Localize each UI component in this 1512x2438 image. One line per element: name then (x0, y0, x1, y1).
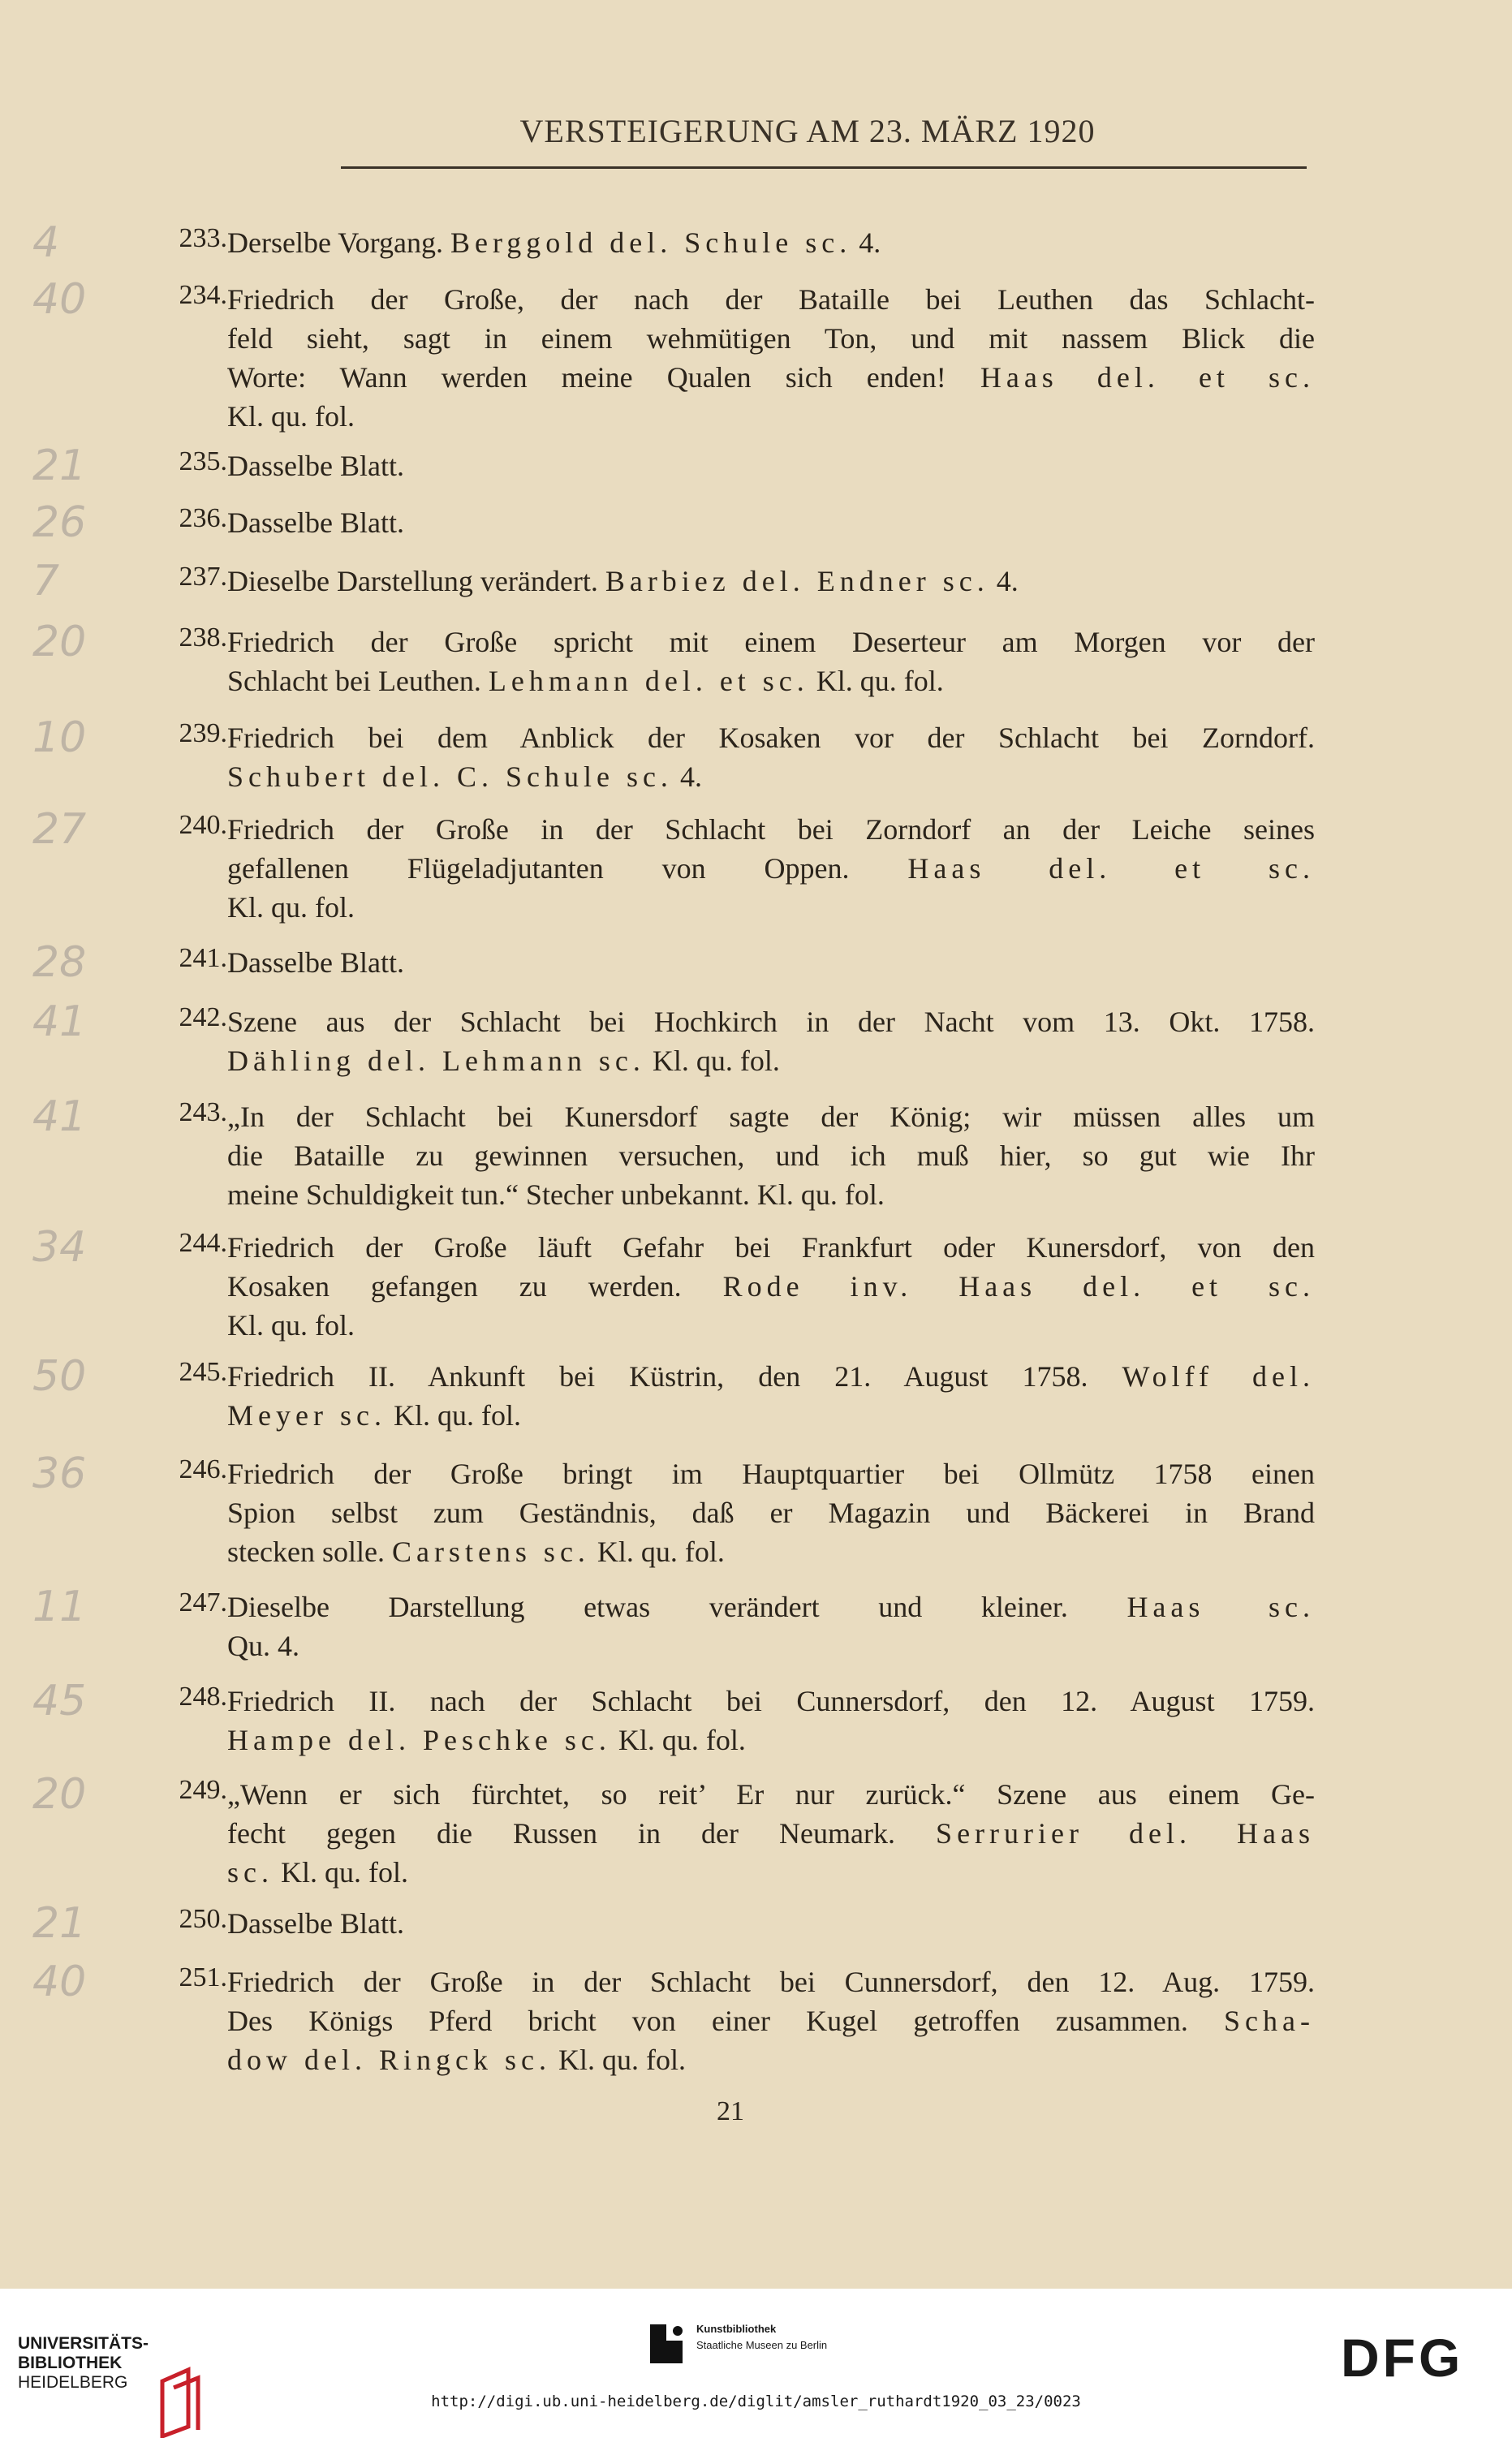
entry-description (227, 280, 1315, 436)
entry-description (227, 1587, 1315, 1665)
pencil-annotation: 26 (32, 498, 87, 547)
entry-description (227, 622, 1315, 700)
entry-line: Schubert del. C. Schule sc. 4. (227, 760, 702, 793)
entry-number: 249. (179, 1775, 227, 1805)
entry-line: meine Schuldigkeit tun.“ Stecher unbekannt. Kl. qu. fol. (227, 1178, 885, 1211)
entry-number: 250. (179, 1904, 227, 1934)
entry-number: 244. (179, 1228, 227, 1258)
pencil-annotation: 7 (32, 557, 60, 605)
entry-line: Friedrich bei dem Anblick der Kosaken vor der Schlacht bei Zorndorf. (227, 721, 1315, 754)
artist-credit: Serrurier del. Haas (936, 1817, 1315, 1850)
entry-line: Dieselbe Darstellung verändert. Barbiez del. Endner sc. 4. (227, 565, 1019, 597)
artist-credit: Haas del. et sc. (907, 852, 1315, 885)
page-header: VERSTEIGERUNG AM 23. MÄRZ 1920 (519, 113, 1096, 149)
artist-credit: Barbiez del. Endner sc. (605, 565, 989, 597)
pencil-annotation: 40 (32, 1958, 87, 2006)
entry-number: 238. (179, 622, 227, 653)
entry-line: dow del. Ringck sc. Kl. qu. fol. (227, 2044, 686, 2076)
entry-description (227, 562, 1315, 601)
entry-line: Dasselbe Blatt. (227, 946, 404, 979)
pencil-annotation: 50 (32, 1352, 87, 1401)
pencil-annotation: 40 (32, 275, 87, 324)
entry-line: sc. Kl. qu. fol. (227, 1856, 408, 1889)
entry-description (227, 1904, 1315, 1943)
pencil-annotation: 4 (32, 218, 60, 267)
entry-line: Friedrich II. Ankunft bei Küstrin, den 21. August 1758. Wolff del. (227, 1360, 1316, 1393)
entry-description (227, 810, 1315, 927)
entry-line: „Wenn er sich fürchtet, so reit’ Er nur zurück.“ Szene aus einem Ge- (227, 1778, 1315, 1811)
pencil-annotation: 21 (32, 442, 87, 490)
pencil-annotation: 21 (32, 1899, 87, 1948)
entry-number: 246. (179, 1454, 227, 1484)
entry-number: 235. (179, 446, 227, 476)
entry-number: 241. (179, 943, 227, 973)
entry-line: Dieselbe Darstellung etwas verändert und kleiner. Haas sc. (227, 1591, 1316, 1623)
dfg-wordmark-text: DFG (1341, 2331, 1464, 2380)
pencil-annotation: 27 (32, 805, 87, 854)
entry-line: gefallenen Flügeladjutanten von Oppen. Haas del. et sc. (227, 852, 1315, 885)
entry-line: Friedrich der Große läuft Gefahr bei Frankfurt oder Kunersdorf, von den (227, 1231, 1315, 1264)
entry-number: 233. (179, 223, 227, 253)
kunstbibliothek-mark-icon (645, 2323, 687, 2365)
artist-credit: Carstens sc. (391, 1536, 590, 1568)
university-library-logo[interactable] (18, 2334, 149, 2393)
pencil-annotation: 45 (32, 1677, 87, 1725)
artist-credit: Scha- (1224, 2005, 1315, 2037)
artist-credit: dow del. Ringck sc. (227, 2044, 551, 2076)
artist-credit: Haas sc. (1126, 1591, 1316, 1623)
pencil-annotation: 20 (32, 1770, 87, 1819)
entry-description (227, 1775, 1315, 1892)
artist-credit: Haas del. et sc. (980, 361, 1315, 394)
artist-credit: sc. (227, 1856, 274, 1889)
university-line-1: UNIVERSITÄTS- (18, 2334, 149, 2353)
entry-line: „In der Schlacht bei Kunersdorf sagte der König; wir müssen alles um (227, 1101, 1315, 1133)
entry-number: 236. (179, 503, 227, 533)
dfg-wordmark (1341, 2331, 1492, 2380)
entry-line: Kl. qu. fol. (227, 891, 355, 924)
entry-line: stecken solle. Carstens sc. Kl. qu. fol. (227, 1536, 725, 1568)
entry-number: 242. (179, 1002, 227, 1032)
footer (0, 2289, 1512, 2419)
entry-description (227, 446, 1315, 485)
entry-number: 248. (179, 1682, 227, 1712)
source-url[interactable]: http://digi.ub.uni-heidelberg.de/diglit/amsler_ruthardt1920_03_23/0023 (431, 2393, 1081, 2410)
entry-line: Dasselbe Blatt. (227, 506, 404, 539)
entry-line: Kosaken gefangen zu werden. Rode inv. Haas del. et sc. (227, 1270, 1315, 1303)
pencil-annotation: 41 (32, 1092, 87, 1141)
pencil-annotation: 34 (32, 1223, 87, 1272)
artist-credit: Hampe del. Peschke sc. (227, 1724, 611, 1756)
entry-line: Friedrich II. nach der Schlacht bei Cunnersdorf, den 12. August 1759. (227, 1685, 1315, 1717)
page-number: 21 (717, 2096, 744, 2126)
entry-line: Dasselbe Blatt. (227, 1907, 404, 1940)
entry-line: fecht gegen die Russen in der Neumark. Serrurier del. Haas (227, 1817, 1315, 1850)
entry-description (227, 1097, 1315, 1214)
entry-description (227, 718, 1315, 796)
artist-credit: Schubert del. C. Schule sc. (227, 760, 673, 793)
pencil-annotation: 36 (32, 1449, 87, 1498)
entry-number: 240. (179, 810, 227, 840)
dfg-logo[interactable] (1341, 2331, 1492, 2383)
entry-line: feld sieht, sagt in einem wehmütigen Ton, und mit nassem Blick die (227, 322, 1315, 355)
entry-description (227, 1454, 1315, 1571)
pencil-annotation: 11 (32, 1583, 87, 1631)
entry-line: Szene aus der Schlacht bei Hochkirch in der Nacht vom 13. Okt. 1758. (227, 1006, 1315, 1038)
artist-credit: Rode inv. Haas del. et sc. (722, 1270, 1315, 1303)
kunstbibliothek-subtitle: Staatliche Museen zu Berlin (696, 2339, 828, 2351)
artist-credit: Meyer sc. (227, 1399, 386, 1432)
entry-line: Friedrich der Große, der nach der Bataille bei Leuthen das Schlacht- (227, 283, 1315, 316)
entry-number: 239. (179, 718, 227, 748)
entry-description (227, 1682, 1315, 1760)
entry-line: Hampe del. Peschke sc. Kl. qu. fol. (227, 1724, 746, 1756)
entry-number: 251. (179, 1962, 227, 1992)
entry-line: Friedrich der Große in der Schlacht bei Zorndorf an der Leiche seines (227, 813, 1315, 846)
entry-number: 247. (179, 1587, 227, 1617)
entry-line: Friedrich der Große spricht mit einem Deserteur am Morgen vor der (227, 626, 1315, 658)
entry-line: Spion selbst zum Geständnis, daß er Magazin und Bäckerei in Brand (227, 1497, 1315, 1529)
pencil-annotation: 28 (32, 938, 87, 987)
pencil-annotation: 41 (32, 997, 87, 1046)
entry-line: Worte: Wann werden meine Qualen sich enden! Haas del. et sc. (227, 361, 1315, 394)
entry-description (227, 1228, 1315, 1345)
entry-description (227, 1002, 1315, 1080)
entry-number: 245. (179, 1357, 227, 1387)
entry-line: Friedrich der Große in der Schlacht bei Cunnersdorf, den 12. Aug. 1759. (227, 1966, 1315, 1998)
entry-description (227, 223, 1315, 262)
entry-line: Des Königs Pferd bricht von einer Kugel getroffen zusammen. Scha- (227, 2005, 1315, 2037)
entry-line: Kl. qu. fol. (227, 1309, 355, 1342)
entry-description (227, 1357, 1315, 1435)
entry-description (227, 503, 1315, 542)
entry-line: die Bataille zu gewinnen versuchen, und ich muß hier, so gut wie Ihr (227, 1139, 1315, 1172)
entry-line: Dähling del. Lehmann sc. Kl. qu. fol. (227, 1045, 780, 1077)
artist-credit: Berggold del. Schule sc. (450, 226, 852, 259)
entry-number: 234. (179, 280, 227, 310)
entry-line: Dasselbe Blatt. (227, 450, 404, 482)
university-line-2: BIBLIOTHEK (18, 2354, 123, 2372)
university-line-3: HEIDELBERG (18, 2373, 128, 2392)
entry-line: Kl. qu. fol. (227, 400, 355, 433)
header-rule (341, 166, 1307, 169)
entry-line: Derselbe Vorgang. Berggold del. Schule sc. 4. (227, 226, 881, 259)
entry-line: Qu. 4. (227, 1630, 299, 1662)
kunstbibliothek-title: Kunstbibliothek (696, 2323, 777, 2335)
entry-line: Meyer sc. Kl. qu. fol. (227, 1399, 521, 1432)
entry-line: Schlacht bei Leuthen. Lehmann del. et sc. Kl. qu. fol. (227, 665, 944, 697)
artist-credit: Lehmann del. et sc. (488, 665, 809, 697)
artist-credit: Dähling del. Lehmann sc. (227, 1045, 645, 1077)
entry-description (227, 943, 1315, 982)
entry-description (227, 1962, 1315, 2079)
pencil-annotation: 20 (32, 618, 87, 666)
entry-number: 237. (179, 562, 227, 592)
entry-line: Friedrich der Große bringt im Hauptquartier bei Ollmütz 1758 einen (227, 1458, 1315, 1490)
pencil-annotation: 10 (32, 713, 87, 762)
artist-credit: Wolff del. (1122, 1360, 1316, 1393)
entry-number: 243. (179, 1097, 227, 1127)
